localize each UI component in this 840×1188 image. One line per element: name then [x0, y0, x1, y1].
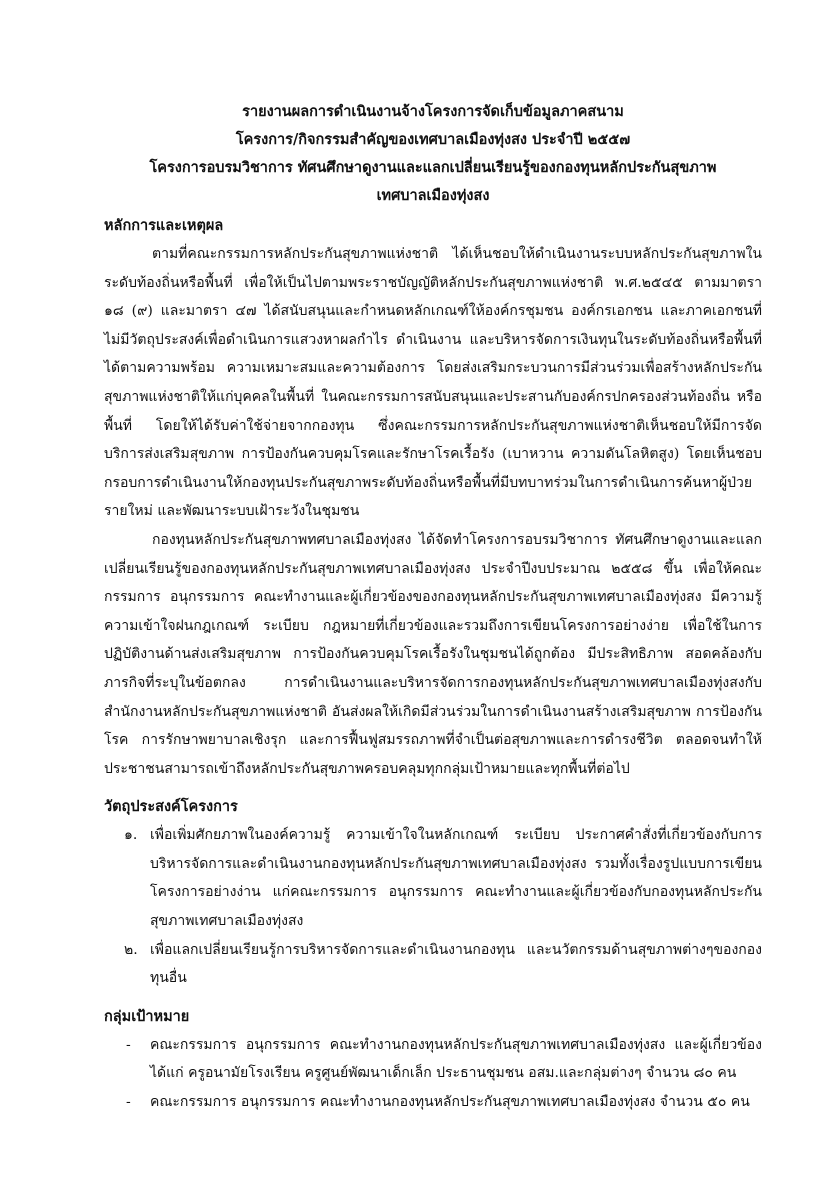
- target-bullet: -: [126, 1094, 131, 1111]
- target-item: [104, 1031, 762, 1088]
- principles-paragraph-2: กองทุนหลักประกันสุขภาพทศบาลเมืองทุ่งสง ได้จัดทำโครงการอบรมวิชาการ ทัศนศึกษาดูงานและแลกเปลี่ยนเรียนรู้ของกองทุนหลักประกันสุขภาพเทศบาลเมืองทุ่งสง ประจำปีงบประมาณ ๒๕๕๘ ขึ้น เพื่อให้คณะกรรมการ อนุกรรมการ คณะทำงานและผู้เกี่ยวข้องของกองทุนหลักประกันสุขภาพเทศบาลเมืองทุ่งสง มีความรู้ ความเข้าใจฝนกฎเกณฑ์ ระเบียบ กฎหมายที่เกี่ยวข้องและรวมถึงการเขียนโครงการอย่างง่าย เพื่อใช้ในการปฏิบัติงานด้านส่งเสริมสุขภาพ การป้องกันควบคุมโรคเรื้อรังในชุมชนได้ถูกต้อง มีประสิทธิภาพ สอดคล้องกับภารกิจที่ระบุในข้อตกลง การดำเนินงานและบริหารจัดการกองทุนหลักประกันสุขภาพเทศบาลเมืองทุ่งสงกับสำนักงานหลักประกันสุขภาพแห่งชาติ อันส่งผลให้เกิดมีส่วนร่วมในการดำเนินงานสร้างเสริมสุขภาพ การป้องกันโรค การรักษาพยาบาลเชิงรุก และการฟื้นฟูสมรรถภาพที่จำเป็นต่อสุขภาพและการดำรงชีวิต ตลอดจนทำให้ประชาชนสามารถเข้าถึงหลักประกันสุขภาพครอบคลุมทุกกลุ่มเป้าหมายและทุกพื้นที่ต่อไป: [104, 531, 762, 777]
- objective-text: เพื่อเพิ่มศักยภาพในองค์ความรู้ ความเข้าใจในหลักเกณฑ์ ระเบียบ ประกาศคำสั่งที่เกี่ยวข้องกับการบริหารจัดการและดำเนินงานกองทุนหลักประกันสุขภาพเทศบาลเมืองทุ่งสง รวมทั้งเรื่องรูปแบบการเขียนโครงการอย่างง่าน แก่คณะกรรมการ อนุกรรมการ คณะทำงานและผู้เกี่ยวข้องกับกองทุนหลักประกันสุขภาพเทศบาลเมืองทุ่งสง: [150, 827, 762, 930]
- report-title-line-2: โครงการ/กิจกรรมสำคัญของเทศบาลเมืองทุ่งสง ประจำปี ๒๕๕๗: [235, 131, 631, 148]
- objectives-section: [104, 793, 762, 993]
- objective-number: ๒.: [124, 941, 138, 958]
- targets-heading: กลุ่มเป้าหมาย: [104, 1007, 190, 1025]
- objectives-heading: วัตถุประสงค์โครงการ: [104, 798, 238, 816]
- objective-item: [104, 936, 762, 993]
- target-text: คณะกรรมการ อนุกรรมการ คณะทำงานกองทุนหลักประกันสุขภาพเทศบาลเมืองทุ่งสง และผู้เกี่ยวข้อง ได้แก่ ครูอนามัยโรงเรียน ครูศูนย์พัฒนาเด็กเล็ก ประธานชุมชน อสม.และกลุ่มต่างๆ จำนวน ๘๐ คน: [150, 1036, 762, 1082]
- objective-text: เพื่อแลกเปลี่ยนเรียนรู้การบริหารจัดการและดำเนินงานกองทุน และนวัตกรรมด้านสุขภาพต่างๆของกองทุนอื่น: [150, 941, 762, 987]
- principles-heading: หลักการและเหตุผล: [104, 217, 224, 234]
- report-title-line-4: เทศบาลเมืองทุ่งสง: [376, 187, 490, 204]
- target-text: คณะกรรมการ อนุกรรมการ คณะทำงานกองทุนหลักประกันสุขภาพเทศบาลเมืองทุ่งสง จำนวน ๕๐ คน: [150, 1094, 750, 1111]
- principles-paragraph-1: ตามที่คณะกรรมการหลักประกันสุขภาพแห่งชาติ ได้เห็นชอบให้ดำเนินงานระบบหลักประกันสุขภาพในระดับท้องถิ่นหรือพื้นที่ เพื่อให้เป็นไปตามพระราชบัญญัติหลักประกันสุขภาพแห่งชาติ พ.ศ.๒๕๔๕ ตามมาตรา ๑๘ (๙) และมาตรา ๔๗ ได้สนับสนุนและกำหนดหลักเกณฑ์ให้องค์กรชุมชน องค์กรเอกชน และภาคเอกชนที่ไม่มีวัตถุประสงค์เพื่อดำเนินการแสวงหาผลกำไร ดำเนินงาน และบริหารจัดการเงินทุนในระดับท้องถิ่นหรือพื้นที่ได้ตามความพร้อม ความเหมาะสมและความต้องการ โดยส่งเสริมกระบวนการมีส่วนร่วมเพื่อสร้างหลักประกันสุขภาพแห่งชาติให้แก่บุคคลในพื้นที่ ในคณะกรรมการสนับสนุนและประสานกับองค์กรปกครองส่วนท้องถิ่น หรือพื้นที่ โดยให้ได้รับค่าใช้จ่ายจากกองทุน ซึ่งคณะกรรมการหลักประกันสุขภาพแห่งชาติเห็นชอบให้มีการจัดบริการส่งเสริมสุขภาพ การป้องกันควบคุมโรคและรักษาโรคเรื้อรัง (เบาหวาน ความดันโลหิตสูง) โดยเห็นชอบกรอบการดำเนินงานให้กองทุนประกันสุขภาพระดับท้องถิ่นหรือพื้นที่มีบทบาทร่วมในการดำเนินการค้นหาผู้ป่วยรายใหม่ และพัฒนาระบบเฝ้าระวังในชุมชน: [104, 246, 762, 520]
- objectives-list: [104, 821, 762, 993]
- target-item: [104, 1088, 762, 1117]
- target-bullet: -: [126, 1036, 131, 1053]
- report-title-line-1: รายงานผลการดำเนินงานจ้างโครงการจัดเก็บข้อมูลภาคสนาม: [242, 103, 624, 120]
- objective-item: [104, 821, 762, 935]
- targets-list: [104, 1031, 762, 1117]
- objective-number: ๑.: [124, 827, 138, 844]
- targets-section: [104, 1003, 762, 1117]
- report-title-line-3: โครงการอบรมวิชาการ ทัศนศึกษาดูงานและแลกเปลี่ยนเรียนรู้ของกองทุนหลักประกันสุขภาพ: [149, 159, 717, 176]
- principles-section: [104, 212, 762, 783]
